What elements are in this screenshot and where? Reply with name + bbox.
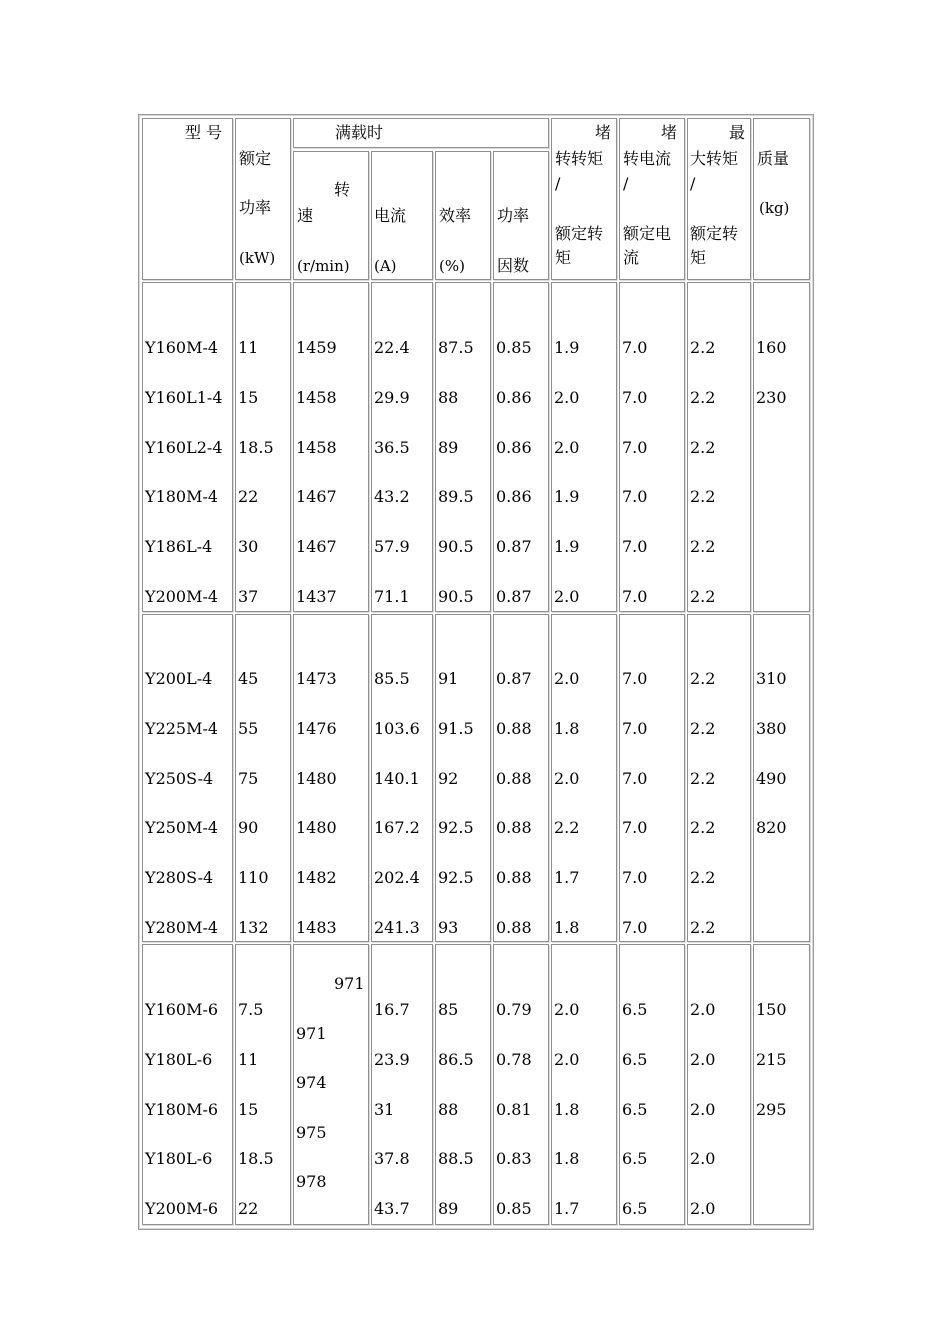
cell-lc: 6.5 — [622, 1049, 648, 1069]
header-speed-l2: 速 — [297, 206, 314, 225]
cell-lt: 2.0 — [554, 768, 580, 788]
cell-mt: 2.2 — [690, 868, 716, 888]
header-mt-l5: 矩 — [690, 248, 707, 267]
cell-model: Y160L1-4 — [145, 387, 223, 407]
cell-mass: 380 — [756, 718, 787, 738]
cell-lc: 7.0 — [622, 718, 648, 738]
cell-eff: 85 — [438, 1000, 459, 1019]
cell-eff: 93 — [438, 918, 459, 937]
cell-model: Y280S-4 — [145, 868, 214, 888]
cell-power: 55 — [238, 718, 259, 738]
header-lt-l5: 矩 — [555, 248, 572, 267]
header-power-l3: (kW) — [239, 249, 276, 267]
cell-eff: 88 — [438, 1099, 459, 1119]
group-3-eff-cell — [435, 944, 491, 1225]
cell-model: Y160M-4 — [145, 338, 219, 357]
cell-speed: 1483 — [296, 918, 337, 937]
cell-current: 43.2 — [374, 487, 410, 507]
cell-lc: 6.5 — [622, 1149, 648, 1169]
cell-eff: 92 — [438, 768, 459, 788]
cell-mt: 2.2 — [690, 669, 716, 688]
cell-power: 75 — [238, 768, 259, 788]
cell-lc: 7.0 — [622, 669, 648, 688]
header-speed-l3: (r/min) — [297, 257, 350, 275]
cell-pf: 0.87 — [496, 669, 532, 688]
cell-current: 71.1 — [374, 587, 410, 606]
group-3-mass-cell — [753, 944, 810, 1225]
cell-mass: 295 — [756, 1099, 787, 1119]
cell-lc: 7.0 — [622, 918, 648, 937]
cell-model: Y160M-6 — [145, 1000, 219, 1019]
cell-mt: 2.2 — [690, 387, 716, 407]
header-mass-l1: 质量 — [757, 149, 790, 168]
cell-lc: 7.0 — [622, 768, 648, 788]
cell-current: 140.1 — [374, 768, 420, 788]
cell-speed: 1480 — [296, 818, 337, 838]
cell-eff: 88 — [438, 387, 459, 407]
header-power-l1: 额定 — [239, 149, 272, 168]
cell-speed: 1467 — [296, 537, 337, 557]
cell-lt: 2.0 — [554, 587, 580, 606]
cell-model: Y180M-6 — [145, 1099, 219, 1119]
cell-model: Y250S-4 — [145, 768, 214, 788]
cell-lc: 7.0 — [622, 818, 648, 838]
cell-mass: 230 — [756, 387, 787, 407]
cell-pf: 0.85 — [496, 338, 532, 357]
cell-mt: 2.0 — [690, 1049, 716, 1069]
cell-speed: 974 — [296, 1073, 327, 1093]
cell-current: 85.5 — [374, 669, 410, 688]
cell-speed: 1476 — [296, 718, 337, 738]
cell-pf: 0.88 — [496, 918, 532, 937]
cell-current: 202.4 — [374, 868, 420, 888]
cell-lt: 1.8 — [554, 1099, 580, 1119]
cell-power: 18.5 — [238, 1149, 274, 1169]
cell-lt: 1.9 — [554, 487, 580, 507]
header-speed-l1: 转 — [334, 180, 351, 199]
header-lt-l1: 堵 — [595, 123, 612, 142]
cell-mass: 150 — [756, 1000, 787, 1019]
cell-speed: 971 — [334, 974, 365, 993]
cell-lt: 1.7 — [554, 868, 580, 888]
cell-mt: 2.2 — [690, 918, 716, 937]
cell-power: 11 — [238, 1049, 259, 1069]
cell-power: 11 — [238, 338, 259, 357]
cell-current: 31 — [374, 1099, 395, 1119]
cell-speed: 978 — [296, 1172, 327, 1192]
cell-power: 22 — [238, 487, 259, 507]
cell-pf: 0.79 — [496, 1000, 532, 1019]
header-pf-l2: 因数 — [497, 256, 530, 275]
cell-current: 43.7 — [374, 1199, 410, 1219]
group-3-lc-cell — [619, 944, 685, 1225]
cell-power: 90 — [238, 818, 259, 838]
header-power-l2: 功率 — [239, 198, 272, 217]
cell-power: 15 — [238, 387, 259, 407]
cell-mt: 2.0 — [690, 1099, 716, 1119]
cell-pf: 0.88 — [496, 768, 532, 788]
group-3-model-cell — [142, 944, 233, 1225]
group-3-power-cell — [235, 944, 291, 1225]
cell-current: 36.5 — [374, 437, 410, 457]
cell-lc: 7.0 — [622, 437, 648, 457]
header-model-cell — [142, 118, 233, 280]
cell-power: 18.5 — [238, 437, 274, 457]
header-full-load-cell — [293, 118, 549, 148]
cell-model: Y186L-4 — [145, 537, 213, 557]
cell-lt: 1.8 — [554, 1149, 580, 1169]
cell-speed: 1482 — [296, 868, 337, 888]
header-lc-l1: 堵 — [661, 123, 678, 142]
cell-pf: 0.85 — [496, 1199, 532, 1219]
cell-current: 103.6 — [374, 718, 420, 738]
cell-eff: 86.5 — [438, 1049, 474, 1069]
cell-eff: 91.5 — [438, 718, 474, 738]
cell-eff: 89.5 — [438, 487, 474, 507]
cell-lc: 7.0 — [622, 868, 648, 888]
cell-model: Y200M-4 — [145, 587, 219, 606]
cell-current: 37.8 — [374, 1149, 410, 1169]
cell-model: Y225M-4 — [145, 718, 219, 738]
cell-model: Y160L2-4 — [145, 437, 223, 457]
group-3-mt-cell — [687, 944, 751, 1225]
cell-lc: 6.5 — [622, 1000, 648, 1019]
cell-eff: 89 — [438, 437, 459, 457]
cell-model: Y250M-4 — [145, 818, 219, 838]
cell-eff: 90.5 — [438, 587, 474, 606]
header-mt-l2: 大转矩 — [690, 149, 739, 168]
cell-eff: 91 — [438, 669, 459, 688]
cell-mt: 2.0 — [690, 1149, 716, 1169]
cell-pf: 0.88 — [496, 718, 532, 738]
cell-power: 7.5 — [238, 1000, 264, 1019]
cell-mt: 2.0 — [690, 1199, 716, 1219]
header-pf-l1: 功率 — [497, 206, 530, 225]
cell-current: 241.3 — [374, 918, 420, 937]
cell-model: Y180L-6 — [145, 1149, 213, 1169]
cell-mt: 2.2 — [690, 537, 716, 557]
cell-current: 22.4 — [374, 338, 410, 357]
cell-eff: 92.5 — [438, 818, 474, 838]
cell-pf: 0.88 — [496, 868, 532, 888]
cell-eff: 87.5 — [438, 338, 474, 357]
cell-lc: 7.0 — [622, 487, 648, 507]
cell-model: Y200M-6 — [145, 1199, 219, 1219]
cell-lt: 2.0 — [554, 669, 580, 688]
cell-pf: 0.83 — [496, 1149, 532, 1169]
header-mt-l3: / — [690, 174, 696, 193]
cell-lc: 7.0 — [622, 587, 648, 606]
cell-speed: 1458 — [296, 437, 337, 457]
cell-power: 45 — [238, 669, 259, 688]
cell-speed: 1459 — [296, 338, 337, 357]
cell-lc: 6.5 — [622, 1099, 648, 1119]
cell-mt: 2.2 — [690, 768, 716, 788]
cell-pf: 0.86 — [496, 387, 532, 407]
cell-speed: 1437 — [296, 587, 337, 606]
cell-lc: 6.5 — [622, 1199, 648, 1219]
cell-lt: 1.9 — [554, 537, 580, 557]
cell-model: Y200L-4 — [145, 669, 213, 688]
cell-lt: 1.8 — [554, 718, 580, 738]
group-1-mass-cell — [753, 282, 810, 612]
cell-model: Y180M-4 — [145, 487, 219, 507]
header-eff-l1: 效率 — [439, 206, 472, 225]
cell-current: 16.7 — [374, 1000, 410, 1019]
cell-speed: 1473 — [296, 669, 337, 688]
cell-mass: 215 — [756, 1049, 787, 1069]
cell-mass: 490 — [756, 768, 787, 788]
header-lt-l3: / — [555, 174, 561, 193]
cell-speed: 1458 — [296, 387, 337, 407]
cell-pf: 0.87 — [496, 587, 532, 606]
cell-lc: 7.0 — [622, 537, 648, 557]
cell-speed: 975 — [296, 1122, 327, 1142]
cell-power: 110 — [238, 868, 269, 888]
cell-mass: 820 — [756, 818, 787, 838]
header-mass-l2: (kg) — [759, 199, 790, 217]
cell-lt: 2.0 — [554, 387, 580, 407]
cell-pf: 0.78 — [496, 1049, 532, 1069]
cell-eff: 92.5 — [438, 868, 474, 888]
cell-mt: 2.2 — [690, 818, 716, 838]
header-current-l2: (A) — [374, 257, 397, 275]
cell-power: 22 — [238, 1199, 259, 1219]
cell-power: 30 — [238, 537, 259, 557]
cell-mt: 2.2 — [690, 718, 716, 738]
cell-lt: 1.7 — [554, 1199, 580, 1219]
header-mt-l1: 最 — [729, 123, 746, 142]
header-lc-l4: 额定电 — [623, 224, 672, 243]
cell-pf: 0.86 — [496, 487, 532, 507]
header-mt-l4: 额定转 — [690, 224, 739, 243]
motor-spec-table — [138, 114, 814, 1230]
header-lt-l4: 额定转 — [555, 224, 604, 243]
header-lc-l2: 转电流 — [623, 149, 672, 168]
cell-speed: 1467 — [296, 487, 337, 507]
cell-pf: 0.87 — [496, 537, 532, 557]
cell-current: 167.2 — [374, 818, 420, 838]
header-lc-l3: / — [623, 174, 629, 193]
cell-model: Y180L-6 — [145, 1049, 213, 1069]
cell-speed: 1480 — [296, 768, 337, 788]
cell-lt: 2.0 — [554, 1049, 580, 1069]
cell-pf: 0.88 — [496, 818, 532, 838]
header-lc-l5: 流 — [623, 248, 640, 267]
cell-current: 23.9 — [374, 1049, 410, 1069]
cell-mt: 2.2 — [690, 437, 716, 457]
group-3-pf-cell — [493, 944, 549, 1225]
cell-lc: 7.0 — [622, 387, 648, 407]
cell-lc: 7.0 — [622, 338, 648, 357]
cell-current: 57.9 — [374, 537, 410, 557]
cell-lt: 2.2 — [554, 818, 580, 838]
cell-mt: 2.2 — [690, 587, 716, 606]
cell-pf: 0.81 — [496, 1099, 532, 1119]
cell-eff: 88.5 — [438, 1149, 474, 1169]
cell-model: Y280M-4 — [145, 918, 219, 937]
header-model: 型 号 — [185, 123, 223, 142]
cell-pf: 0.86 — [496, 437, 532, 457]
header-current-l1: 电流 — [374, 206, 407, 225]
header-lt-l2: 转转矩 — [555, 149, 604, 168]
header-eff-l2: (%) — [439, 257, 465, 275]
cell-lt: 2.0 — [554, 1000, 580, 1019]
cell-power: 15 — [238, 1099, 259, 1119]
cell-mass: 310 — [756, 669, 787, 688]
cell-lt: 1.9 — [554, 338, 580, 357]
cell-power: 37 — [238, 587, 259, 606]
header-full-load: 满载时 — [335, 123, 384, 142]
cell-eff: 89 — [438, 1199, 459, 1219]
group-3-lt-cell — [551, 944, 617, 1225]
cell-mt: 2.2 — [690, 487, 716, 507]
cell-eff: 90.5 — [438, 537, 474, 557]
group-3-current-cell — [371, 944, 433, 1225]
cell-speed: 971 — [296, 1023, 327, 1043]
cell-mass: 160 — [756, 338, 787, 357]
cell-current: 29.9 — [374, 387, 410, 407]
cell-lt: 2.0 — [554, 437, 580, 457]
cell-mt: 2.0 — [690, 1000, 716, 1019]
cell-lt: 1.8 — [554, 918, 580, 937]
cell-power: 132 — [238, 918, 269, 937]
cell-mt: 2.2 — [690, 338, 716, 357]
